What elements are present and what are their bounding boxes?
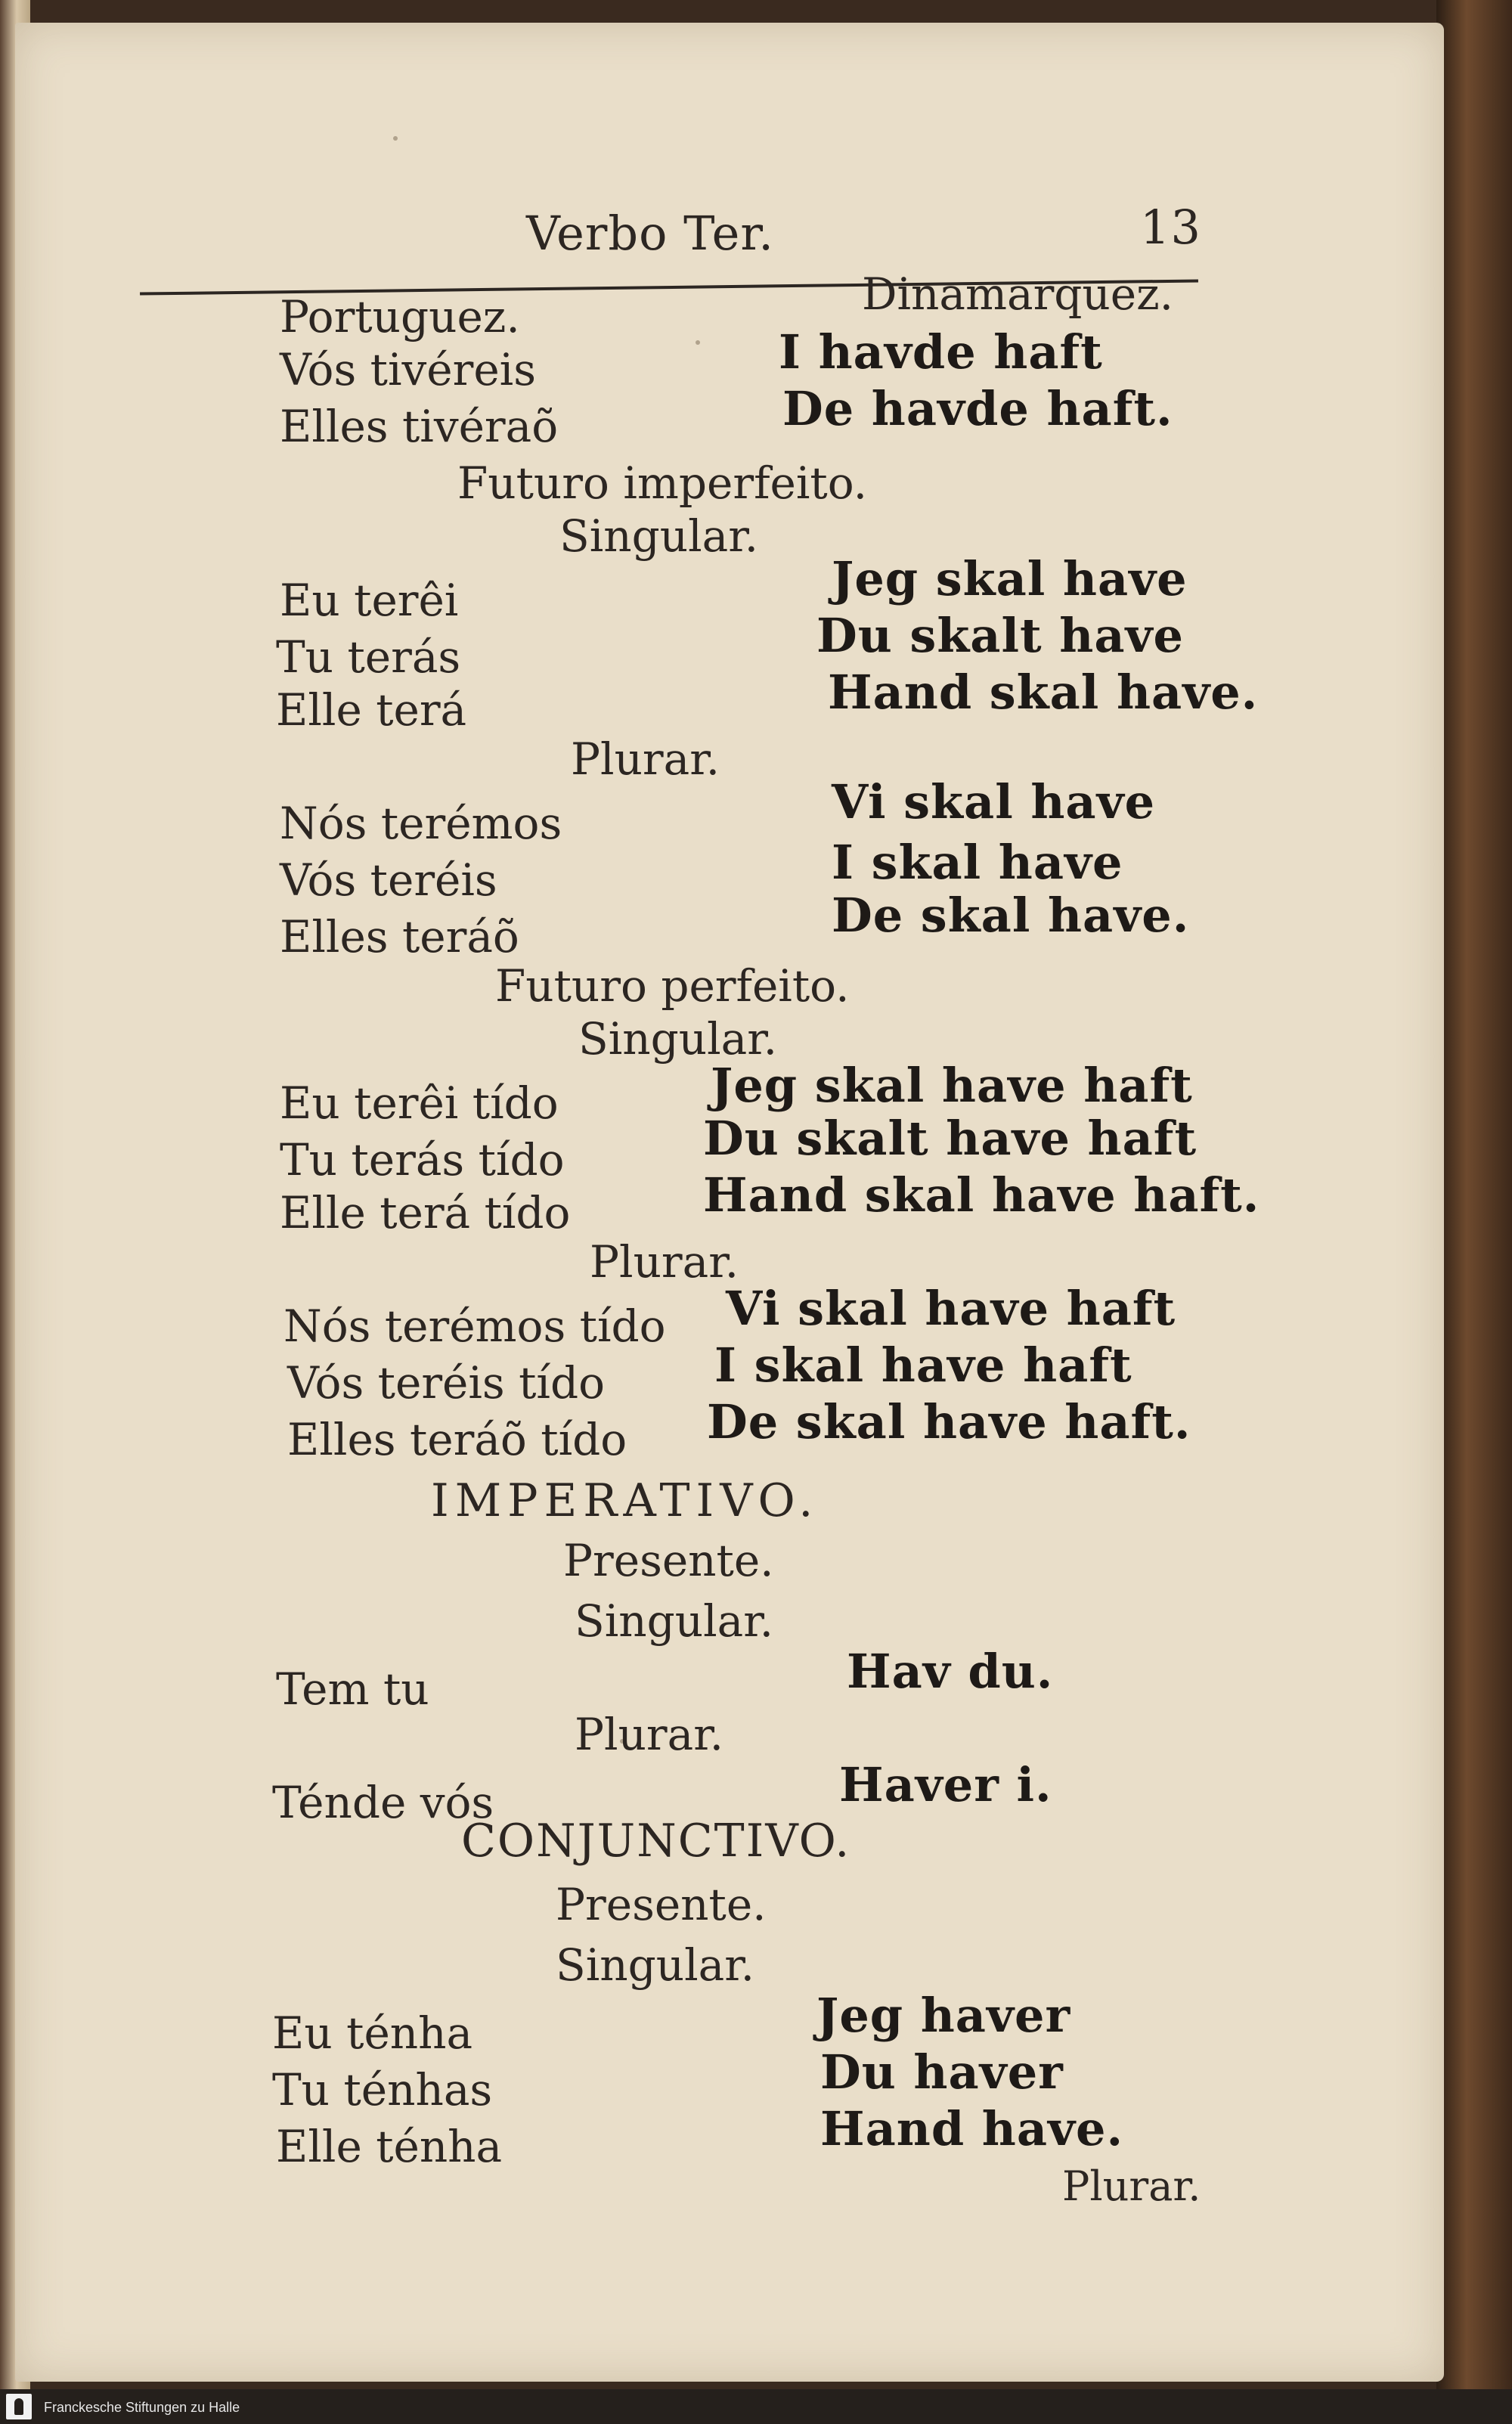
portuguese-form: Elles tivéraõ bbox=[280, 401, 559, 452]
danish-form: Hand skal have haft. bbox=[703, 1167, 1260, 1223]
portuguese-form: Elle terá tído bbox=[280, 1187, 571, 1238]
footer-bar bbox=[0, 2389, 1512, 2424]
number-heading: Singular. bbox=[556, 1939, 755, 1991]
catchword: Plurar. bbox=[1062, 2162, 1201, 2210]
tense-heading: Futuro imperfeito. bbox=[457, 457, 868, 509]
danish-form: Hand have. bbox=[820, 2101, 1124, 2156]
danish-form: I skal have haft bbox=[714, 1338, 1132, 1393]
portuguese-form: Ténde vós bbox=[272, 1777, 494, 1828]
number-heading: Singular. bbox=[575, 1595, 774, 1647]
portuguese-form: Elle terá bbox=[276, 684, 467, 736]
danish-form: Jeg skal have bbox=[832, 551, 1188, 606]
portuguese-form: Eu ténha bbox=[272, 2007, 473, 2059]
danish-form: Du haver bbox=[820, 2044, 1064, 2100]
portuguese-form: Vós tivéreis bbox=[280, 344, 536, 395]
danish-form: De havde haft. bbox=[782, 381, 1173, 436]
portuguese-form: Elle ténha bbox=[276, 2121, 503, 2172]
portuguese-form: Tu ténhas bbox=[272, 2064, 493, 2116]
book-cover-right-edge bbox=[1436, 0, 1512, 2389]
portuguese-form: Elles teráõ tído bbox=[287, 1414, 627, 1465]
portuguese-form: Tu terás tído bbox=[280, 1134, 565, 1186]
number-heading: Plurar. bbox=[590, 1236, 739, 1288]
danish-form: Du skalt have haft bbox=[703, 1111, 1198, 1166]
running-title: Verbo Ter. bbox=[526, 206, 774, 261]
column-heading-portuguese: Portuguez. bbox=[280, 291, 520, 343]
number-heading: Plurar. bbox=[571, 733, 720, 785]
number-heading: Plurar. bbox=[575, 1709, 724, 1760]
portuguese-form: Vós teréis bbox=[280, 854, 497, 906]
book-page bbox=[15, 23, 1444, 2382]
paper-speck bbox=[696, 340, 700, 345]
danish-form: Vi skal have haft bbox=[726, 1281, 1176, 1336]
danish-form: De skal have haft. bbox=[707, 1394, 1191, 1449]
portuguese-form: Eu terêi bbox=[280, 575, 459, 626]
danish-form: Du skalt have bbox=[816, 608, 1184, 663]
portuguese-form: Nós terémos tído bbox=[284, 1300, 666, 1352]
tense-heading: Presente. bbox=[556, 1879, 767, 1930]
danish-form: Hand skal have. bbox=[828, 665, 1259, 720]
portuguese-form: Tem tu bbox=[276, 1663, 429, 1715]
danish-form: Jeg skal have haft bbox=[711, 1058, 1193, 1113]
paper-speck bbox=[393, 136, 398, 141]
page-number: 13 bbox=[1140, 200, 1201, 255]
number-heading: Singular. bbox=[578, 1013, 778, 1065]
tense-heading: Futuro perfeito. bbox=[495, 960, 850, 1012]
mood-heading: IMPERATIVO. bbox=[431, 1474, 820, 1527]
portuguese-form: Vós teréis tído bbox=[287, 1357, 606, 1409]
danish-form: I skal have bbox=[832, 835, 1123, 890]
danish-form: Jeg haver bbox=[816, 1988, 1071, 2043]
danish-form: I havde haft bbox=[779, 324, 1103, 380]
portuguese-form: Nós terémos bbox=[280, 798, 562, 849]
danish-form: De skal have. bbox=[832, 888, 1190, 943]
tense-heading: Presente. bbox=[563, 1535, 774, 1586]
number-heading: Singular. bbox=[559, 510, 759, 562]
portuguese-form: Elles teráõ bbox=[280, 911, 519, 962]
portuguese-form: Tu terás bbox=[276, 631, 461, 683]
footer-credit: Franckesche Stiftungen zu Halle bbox=[44, 2400, 240, 2415]
portuguese-form: Eu terêi tído bbox=[280, 1077, 559, 1129]
column-heading-danish: Dinamarquez. bbox=[862, 268, 1174, 320]
mood-heading: CONJUNCTIVO. bbox=[461, 1815, 851, 1868]
danish-form: Vi skal have bbox=[832, 774, 1156, 829]
danish-form: Hav du. bbox=[847, 1644, 1054, 1699]
institution-logo-icon bbox=[6, 2394, 32, 2419]
danish-form: Haver i. bbox=[839, 1757, 1052, 1812]
